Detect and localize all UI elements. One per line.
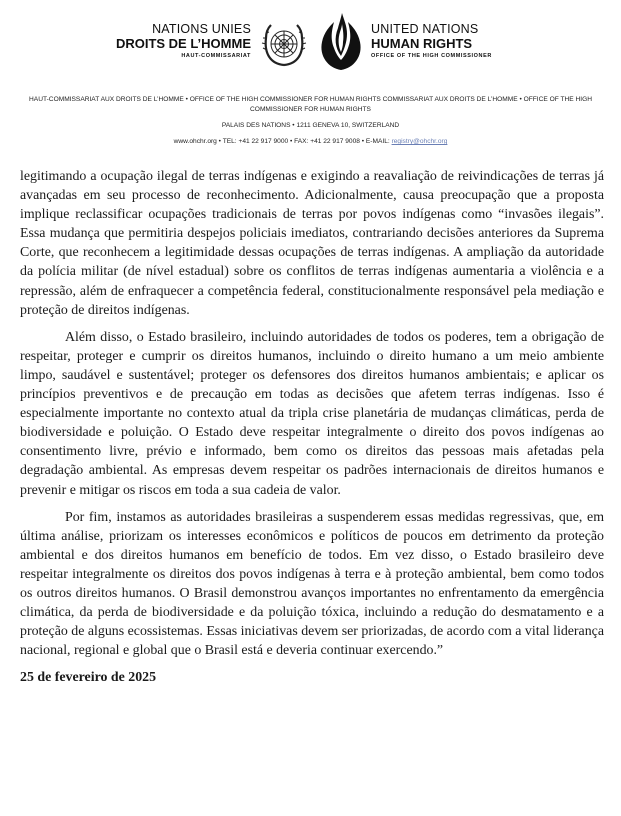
human-rights-flame-icon — [316, 12, 366, 72]
letterhead-en-line3: OFFICE OF THE HIGH COMMISSIONER — [371, 53, 492, 59]
letterhead-fr-line3: HAUT-COMMISSARIAT — [181, 53, 251, 59]
contact-details: www.ohchr.org • TEL: +41 22 917 9000 • FAX: +41 22 917 9008 • E-MAIL: — [173, 138, 392, 145]
letterhead-fr-line2: DROITS DE L’HOMME — [115, 36, 251, 51]
letterhead-en-line1: UNITED NATIONS — [371, 22, 479, 36]
address-line-organization: HAUT-COMMISSARIAT AUX DROITS DE L’HOMME • OFFICE OF THE HIGH COMMISSIONER FOR HUMAN RIGHTS COMMISSARIAT AUX DROITS DE L’HOMME • OFFICE OF THE HIGH COMMISSIONER FOR HUMAN RIGHTS — [29, 96, 592, 113]
email-link[interactable]: registry@ohchr.org — [391, 138, 448, 145]
letterhead-fr-line1: NATIONS UNIES — [152, 22, 251, 36]
letter-body — [20, 167, 604, 687]
address-line-contact — [0, 137, 621, 147]
letterhead — [0, 12, 621, 82]
paragraph-1: legitimando a ocupação ilegal de terras indígenas e exigindo a reavaliação de reivindicações de terras já avançadas em seu processo de reconhecimento. Adicionalmente, causa preocupação que a proposta implique reclassificar ocupações tradicionais de terras por povos indígenas como “invasões ilegais”. Essa mudança que permitiria despejos policiais imediatos, contrariando decisões anteriores da Suprema Corte, que reconhecem a legitimidade dessas ocupações de terras indígenas. A ampliação da autoridade da polícia militar (de nível estadual) sobre os conflitos de terras indígenas aumentaria a violência e a repressão, além de enfraquecer a competência federal, constitucionalmente responsável pela mediação e proteção de direitos indígenas. — [20, 169, 604, 318]
paragraph-2: Além disso, o Estado brasileiro, incluindo autoridades de todos os poderes, tem a obrigação de respeitar, proteger e cumprir os direitos humanos, incluindo o direito humano a um meio ambiente limpo, saudável e sustentável; proteger os defensores dos direitos humanos ambientais; e aplicar os princípios preventivos e de precaução em todas as decisões que afetem terras indígenas. Isso é especialmente importante no contexto atual da tripla crise planetária de mudanças climáticas, perda de biodiversidade e poluição. O Estado deve respeitar integralmente o direito dos povos indígenas ao consentimento livre, prévio e informado, bem como os direitos das pessoas mais afetadas pela degradação ambiental. As empresas devem respeitar os padrões internacionais de direitos humanos e prevenir e mitigar os riscos em toda a sua cadeia de valor. — [20, 329, 604, 498]
date-line: 25 de fevereiro de 2025 — [20, 670, 157, 686]
address-line-postal: PALAIS DES NATIONS • 1211 GENEVA 10, SWITZERLAND — [221, 122, 400, 129]
letterhead-en-line2: HUMAN RIGHTS — [371, 36, 473, 51]
letterhead-french — [116, 22, 251, 61]
paragraph-3: Por fim, instamos as autoridades brasileiras a suspenderem essas medidas regressivas, que, em última análise, priorizam os interesses econômicos e políticos de poucos em detrimento da proteção ambiental e dos direitos humanos em benefício de todos. Em vez disso, o Estado brasileiro deve respeitar integralmente os direitos dos povos indígenas à terra e à proteção ambiental, bem como todos os outros direitos humanos. O Brasil demonstrou avanços importantes no enfrentamento da emergência climática, da perda de biodiversidade e da poluição tóxica, incluindo a redução do desmatamento e a proteção de alguns ecossistemas. Essas iniciativas devem ser priorizadas, de acordo com a vital liderança nacional, regional e global que o Brasil está e deveria continuar exercendo.” — [20, 509, 604, 659]
un-emblem-icon — [259, 20, 309, 72]
letterhead-english — [371, 22, 492, 61]
